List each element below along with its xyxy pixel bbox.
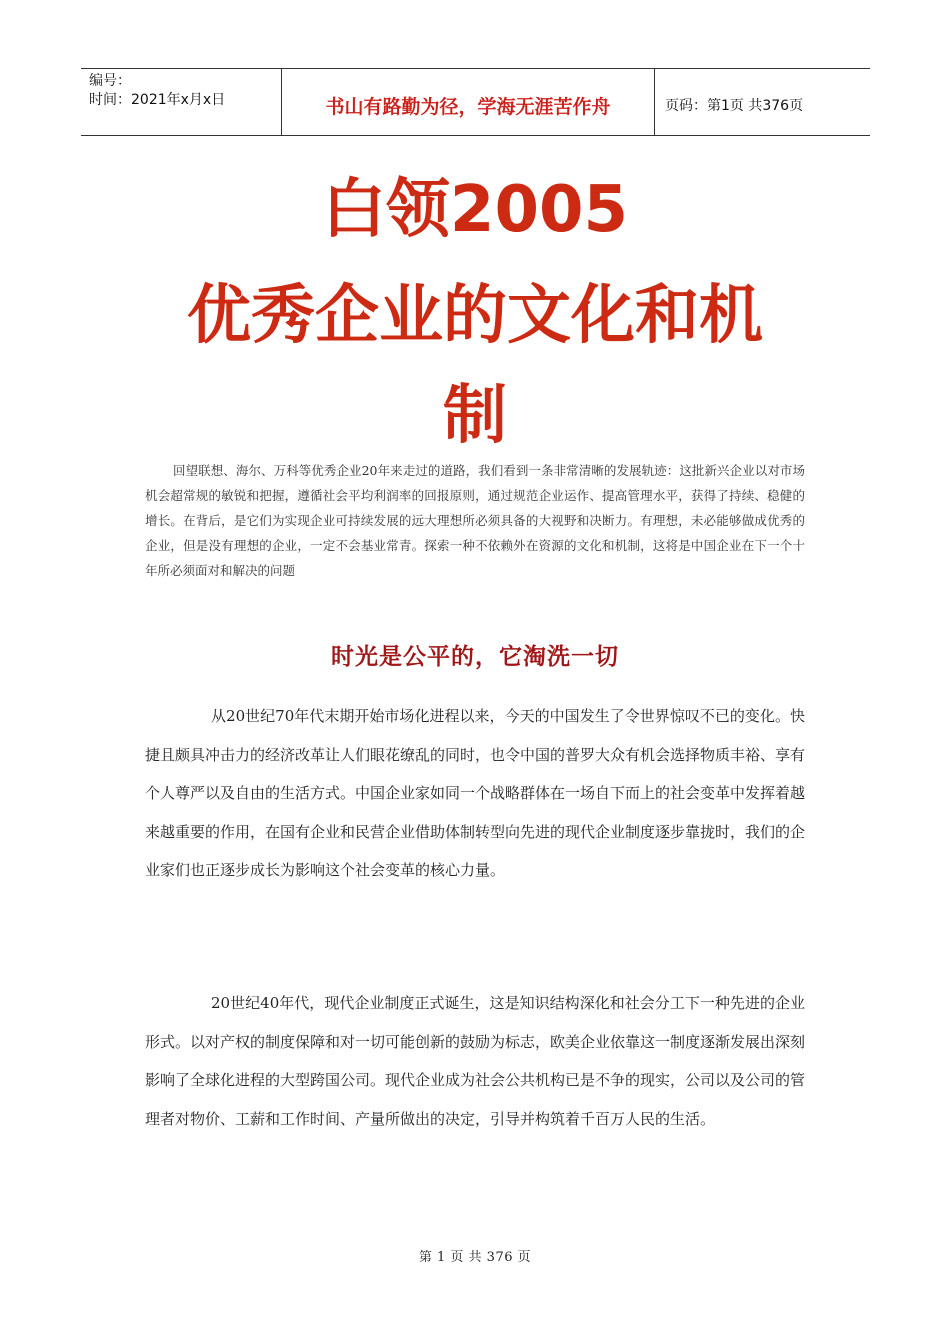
abstract-paragraph: 回望联想、海尔、万科等优秀企业20年来走过的道路，我们看到一条非常清晰的发展轨迹：这批新兴企业以对市场机会超常规的敏锐和把握，遵循社会平均利润率的回报原则，通过规范企业运作、提高管理水平，获得了持续、稳健的增长。在背后，是它们为实现企业可持续发展的远大理想所必须具备的大视野和决断力。有理想，未必能够做成优秀的企业，但是没有理想的企业，一定不会基业常青。探索一种不依赖外在资源的文化和机制，这将是中国企业在下一个十年所必须面对和解决的问题	[145, 463, 805, 578]
body-paragraph: 从20世纪70年代末期开始市场化进程以来，今天的中国发生了令世界惊叹不已的变化。快捷且颇具冲击力的经济改革让人们眼花缭乱的同时，也令中国的普罗大众有机会选择物质丰裕、享有个人尊严以及自由的生活方式。中国企业家如同一个战略群体在一场自下而上的社会变革中发挥着越来越重要的作用，在国有企业和民营企业借助体制转型向先进的现代企业制度逐步靠拢时，我们的企业家们也正逐步成长为影响这个社会变革的核心力量。	[145, 707, 806, 879]
header-meta	[81, 69, 282, 135]
title-line-1: 白领2005	[321, 173, 629, 247]
number-label: 编号：	[89, 73, 131, 89]
title-line-3: 制	[443, 379, 507, 453]
body-paragraph: 20世纪40年代，现代企业制度正式诞生，这是知识结构深化和社会分工下一种先进的企业形式。以对产权的制度保障和对一切可能创新的鼓励为标志，欧美企业依靠这一制度逐渐发展出深刻影响了全球化进程的大型跨国公司。现代企业成为社会公共机构已是不争的现实，公司以及公司的管理者对物价、工薪和工作时间、产量所做出的决定，引导并构筑着千百万人民的生活。	[145, 994, 806, 1128]
time-label: 时间：2021年x月x日	[89, 92, 226, 108]
title-line-2: 优秀企业的文化和机	[187, 279, 763, 353]
header-motto: 书山有路勤为径，学海无涯苦作舟	[282, 69, 655, 135]
section-heading: 时光是公平的，它淘洗一切	[331, 643, 619, 670]
header-page-info: 页码：第1页 共376页	[665, 98, 804, 114]
document-header	[81, 68, 870, 136]
page-footer: 第 1 页 共 376 页	[418, 1250, 532, 1265]
